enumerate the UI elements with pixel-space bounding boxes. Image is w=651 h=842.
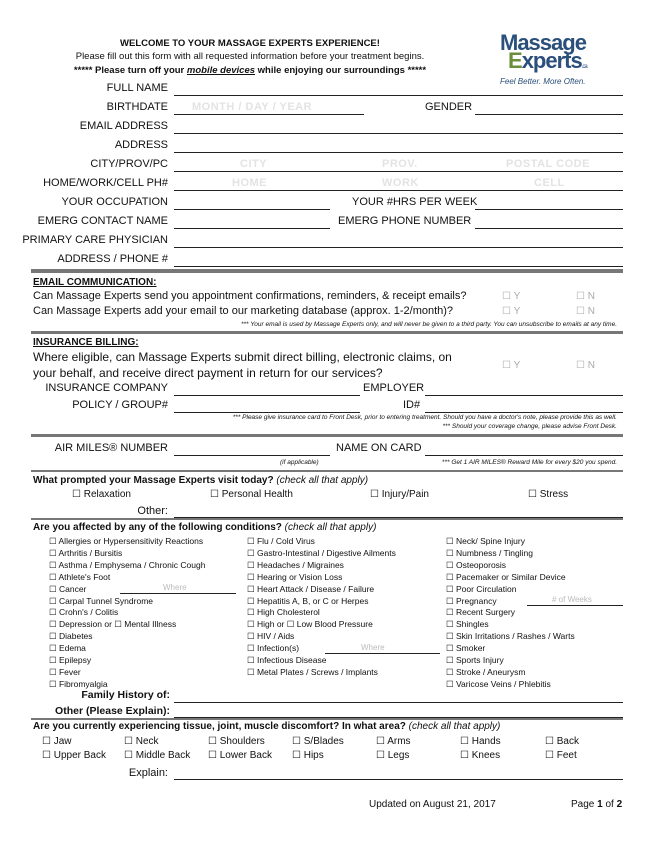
employer-field[interactable] — [425, 395, 623, 396]
updated-date: Updated on August 21, 2017 — [369, 799, 496, 810]
emerg-phone-field[interactable] — [475, 228, 623, 229]
emerg-phone-label: EMERG PHONE NUMBER — [338, 215, 472, 227]
condition-checkbox[interactable]: ☐ Poor Circulation — [446, 583, 517, 594]
condition-checkbox[interactable]: ☐ Arthritis / Bursitis — [49, 547, 123, 558]
condition-checkbox[interactable]: ☐ Crohn's / Colitis — [49, 607, 119, 618]
prompt-other-label: Other: — [137, 505, 168, 517]
id-label: ID# — [403, 399, 421, 411]
email-section-title: EMAIL COMMUNICATION: — [33, 277, 157, 288]
email-q2-no[interactable]: ☐ N — [576, 306, 595, 317]
condition-checkbox[interactable]: ☐ Metal Plates / Screws / Implants — [247, 666, 378, 677]
form-title: WELCOME TO YOUR MASSAGE EXPERTS EXPERIENCE! — [120, 38, 380, 49]
section-divider — [31, 331, 623, 334]
insurance-section-title: INSURANCE BILLING: — [33, 337, 139, 348]
section-divider — [31, 434, 623, 437]
condition-checkbox[interactable]: ☐ Stroke / Aneurysm — [446, 666, 526, 677]
condition-checkbox[interactable]: ☐ Asthma / Emphysema / Chronic Cough — [49, 559, 206, 570]
birthdate-label: BIRTHDATE — [106, 101, 168, 113]
body-area-checkbox[interactable]: ☐ Neck — [124, 736, 159, 747]
conditions-question: Are you affected by any of the following conditions? (check all that apply) — [33, 522, 377, 533]
option-personal-health[interactable]: ☐ Personal Health — [210, 489, 293, 500]
cell-placeholder: CELL — [534, 177, 565, 189]
email-label: EMAIL ADDRESS — [79, 120, 168, 132]
page-number: Page 1 of 2 — [571, 799, 623, 810]
family-history-label: Family History of: — [81, 689, 170, 701]
condition-checkbox[interactable]: ☐ Hepatitis A, B, or C or Herpes — [247, 595, 369, 606]
insurance-company-label: INSURANCE COMPANY — [45, 382, 168, 394]
condition-checkbox[interactable]: ☐ Carpal Tunnel Syndrome — [49, 595, 154, 606]
condition-checkbox[interactable]: ☐ High Cholesterol — [247, 607, 320, 618]
work-placeholder: WORK — [382, 177, 419, 189]
emerg-contact-label: EMERG CONTACT NAME — [37, 215, 168, 227]
discomfort-question: Are you currently experiencing tissue, joint, muscle discomfort? In what area? (check all that apply) — [33, 721, 501, 732]
insurance-note-2: *** Should your coverage change, please advise Front Desk. — [442, 423, 617, 430]
condition-checkbox[interactable]: ☐ Edema — [49, 643, 86, 654]
body-area-checkbox[interactable]: ☐ Knees — [460, 750, 501, 761]
condition-checkbox[interactable]: ☐ Recent Surgery — [446, 607, 516, 618]
condition-checkbox[interactable]: ☐ Skin Irritations / Rashes / Warts — [446, 631, 575, 642]
body-area-checkbox[interactable]: ☐ Feet — [545, 750, 577, 761]
hours-label: YOUR #HRS PER WEEK — [352, 196, 478, 208]
section-divider — [31, 718, 623, 720]
emerg-contact-field[interactable] — [174, 228, 330, 229]
condition-checkbox[interactable]: ☐ Headaches / Migraines — [247, 559, 344, 570]
condition-checkbox[interactable]: ☐ HIV / Aids — [247, 631, 295, 642]
condition-checkbox[interactable]: ☐ Gastro-Intestinal / Digestive Ailments — [247, 547, 396, 558]
insurance-note-1: *** Please give insurance card to Front Desk, prior to entering treatment. Should you have a doctor's note, please provide this as well. — [232, 414, 617, 421]
physician-label: PRIMARY CARE PHYSICIAN — [22, 234, 168, 246]
postal-placeholder: POSTAL CODE — [506, 158, 590, 170]
physician-address-field[interactable] — [174, 266, 623, 267]
body-area-checkbox[interactable]: ☐ Arms — [376, 736, 411, 747]
condition-checkbox[interactable]: ☐ Depression or ☐ Mental Illness — [49, 619, 177, 630]
insurance-question-2: your behalf, and receive direct payment in return for our services? — [33, 366, 383, 380]
policy-label: POLICY / GROUP# — [72, 399, 168, 411]
condition-checkbox[interactable]: ☐ Neck/ Spine Injury — [446, 536, 525, 546]
email-q1-yes[interactable]: ☐ Y — [502, 291, 521, 302]
email-q1-no[interactable]: ☐ N — [576, 291, 595, 302]
condition-checkbox[interactable]: ☐ Fever — [49, 666, 81, 677]
body-area-checkbox[interactable]: ☐ Shoulders — [208, 736, 265, 747]
conditions-other-label: Other (Please Explain): — [55, 705, 170, 717]
insurance-question-1: Where eligible, can Massage Experts submit direct billing, electronic claims, on — [33, 350, 452, 364]
airmiles-label: AIR MILES® NUMBER — [54, 442, 168, 454]
phone-field[interactable] — [174, 190, 623, 191]
body-area-checkbox[interactable]: ☐ Legs — [376, 750, 410, 761]
occupation-field[interactable] — [174, 209, 330, 210]
card-name-label: NAME ON CARD — [336, 442, 422, 454]
policy-field[interactable] — [174, 412, 360, 413]
airmiles-note: *** Get 1 AIR MILES® Reward Mile for every $20 you spend. — [441, 459, 617, 466]
prompt-question: What prompted your Massage Experts visit today? (check all that apply) — [33, 475, 369, 486]
condition-checkbox[interactable]: ☐ Diabetes — [49, 631, 93, 642]
section-divider — [31, 269, 623, 273]
condition-checkbox[interactable]: ☐ Osteoporosis — [446, 559, 507, 570]
body-area-checkbox[interactable]: ☐ Hands — [460, 736, 501, 747]
physician-field[interactable] — [174, 247, 623, 248]
email-field[interactable] — [174, 133, 623, 134]
prov-placeholder: PROV. — [382, 158, 418, 170]
device-notice: ***** Please turn off your mobile devices while enjoying our surroundings ***** — [73, 65, 427, 76]
employer-label: EMPLOYER — [363, 382, 425, 394]
section-divider — [31, 470, 623, 472]
condition-checkbox[interactable]: ☐ Numbness / Tingling — [446, 547, 533, 558]
cancer-where-placeholder: Where — [163, 583, 187, 592]
condition-checkbox[interactable]: ☐ Epilepsy — [49, 655, 92, 665]
option-relaxation[interactable]: ☐ Relaxation — [72, 489, 131, 500]
body-area-checkbox[interactable]: ☐ Upper Back — [42, 750, 106, 761]
condition-checkbox[interactable]: ☐ Flu / Cold Virus — [247, 536, 315, 546]
condition-checkbox[interactable]: ☐ Allergies or Hypersensitivity Reactions — [49, 536, 204, 546]
condition-checkbox[interactable]: ☐ Heart Attack / Disease / Failure — [247, 583, 375, 594]
address-field[interactable] — [174, 152, 623, 153]
body-area-checkbox[interactable]: ☐ Jaw — [42, 736, 72, 747]
body-area-checkbox[interactable]: ☐ S/Blades — [292, 736, 344, 747]
card-name-field[interactable] — [425, 455, 623, 456]
address-label: ADDRESS — [114, 139, 168, 151]
condition-checkbox[interactable]: ☐ Infectious Disease — [247, 655, 327, 665]
gender-label: GENDER — [425, 101, 473, 113]
condition-checkbox[interactable]: ☐ Shingles — [446, 619, 489, 630]
condition-checkbox[interactable]: ☐ Fibromyalgia — [49, 678, 108, 689]
condition-checkbox[interactable]: ☐ Sports Injury — [446, 655, 504, 665]
condition-checkbox[interactable]: ☐ Infection(s) — [247, 643, 300, 654]
condition-checkbox[interactable]: ☐ Smoker — [446, 643, 486, 654]
insurance-no[interactable]: ☐ N — [576, 360, 595, 371]
phone-label: HOME/WORK/CELL PH# — [43, 177, 168, 189]
body-area-checkbox[interactable]: ☐ Lower Back — [208, 750, 272, 761]
airmiles-applicable: (if applicable) — [280, 459, 319, 466]
birthdate-field[interactable] — [174, 114, 364, 115]
insurance-yes[interactable]: ☐ Y — [502, 360, 521, 371]
form-subtitle: Please fill out this form with all requested information before your treatment begins. — [75, 51, 425, 62]
body-area-checkbox[interactable]: ☐ Hips — [292, 750, 324, 761]
occupation-label: YOUR OCCUPATION — [61, 196, 168, 208]
city-placeholder: CITY — [240, 158, 268, 170]
condition-checkbox[interactable]: ☐ Pacemaker or Similar Device — [446, 571, 566, 582]
section-divider — [31, 518, 623, 520]
infection-where-placeholder: Where — [361, 643, 385, 652]
email-q2-yes[interactable]: ☐ Y — [502, 306, 521, 317]
body-area-checkbox[interactable]: ☐ Middle Back — [124, 750, 191, 761]
city-field[interactable] — [174, 171, 623, 172]
condition-checkbox[interactable]: ☐ Pregnancy — [446, 595, 497, 606]
explain-field[interactable] — [174, 779, 623, 780]
condition-checkbox[interactable]: ☐ Athlete's Foot — [49, 571, 111, 582]
infection-where-field[interactable] — [325, 653, 440, 654]
insurance-company-field[interactable] — [174, 395, 360, 396]
city-label: CITY/PROV/PC — [90, 158, 168, 170]
pregnancy-weeks-placeholder: # of Weeks — [552, 595, 592, 604]
email-question-1: Can Massage Experts send you appointment confirmations, reminders, & receipt emails? — [33, 290, 467, 302]
massage-experts-logo: Massage Experts.ca Feel Better. More Often. — [500, 30, 587, 86]
option-stress[interactable]: ☐ Stress — [528, 489, 569, 500]
explain-label: Explain: — [128, 767, 168, 779]
cancer-where-field[interactable] — [120, 593, 236, 594]
full-name-field[interactable] — [174, 95, 623, 96]
full-name-label: FULL NAME — [106, 82, 168, 94]
condition-checkbox[interactable]: ☐ Cancer — [49, 583, 87, 594]
id-field[interactable] — [425, 412, 623, 413]
body-area-checkbox[interactable]: ☐ Back — [545, 736, 579, 747]
family-history-field[interactable] — [174, 702, 623, 703]
pregnancy-weeks-field[interactable] — [527, 605, 623, 606]
airmiles-field[interactable] — [174, 455, 330, 456]
birthdate-placeholder: MONTH / DAY / YEAR — [192, 101, 313, 113]
condition-checkbox[interactable]: ☐ High or ☐ Low Blood Pressure — [247, 619, 373, 630]
option-injury-pain[interactable]: ☐ Injury/Pain — [370, 489, 429, 500]
email-note: *** Your email is used by Massage Experts only, and will never be given to a third party. You can unsubscribe to emails at any time. — [241, 321, 617, 328]
hours-field[interactable] — [475, 209, 623, 210]
condition-checkbox[interactable]: ☐ Varicose Veins / Phlebitis — [446, 678, 551, 689]
gender-field[interactable] — [475, 114, 623, 115]
home-placeholder: HOME — [232, 177, 267, 189]
physician-address-label: ADDRESS / PHONE # — [57, 253, 168, 265]
email-question-2: Can Massage Experts add your email to our marketing database (approx. 1-2/month)? — [33, 305, 454, 317]
condition-checkbox[interactable]: ☐ Hearing or Vision Loss — [247, 571, 343, 582]
